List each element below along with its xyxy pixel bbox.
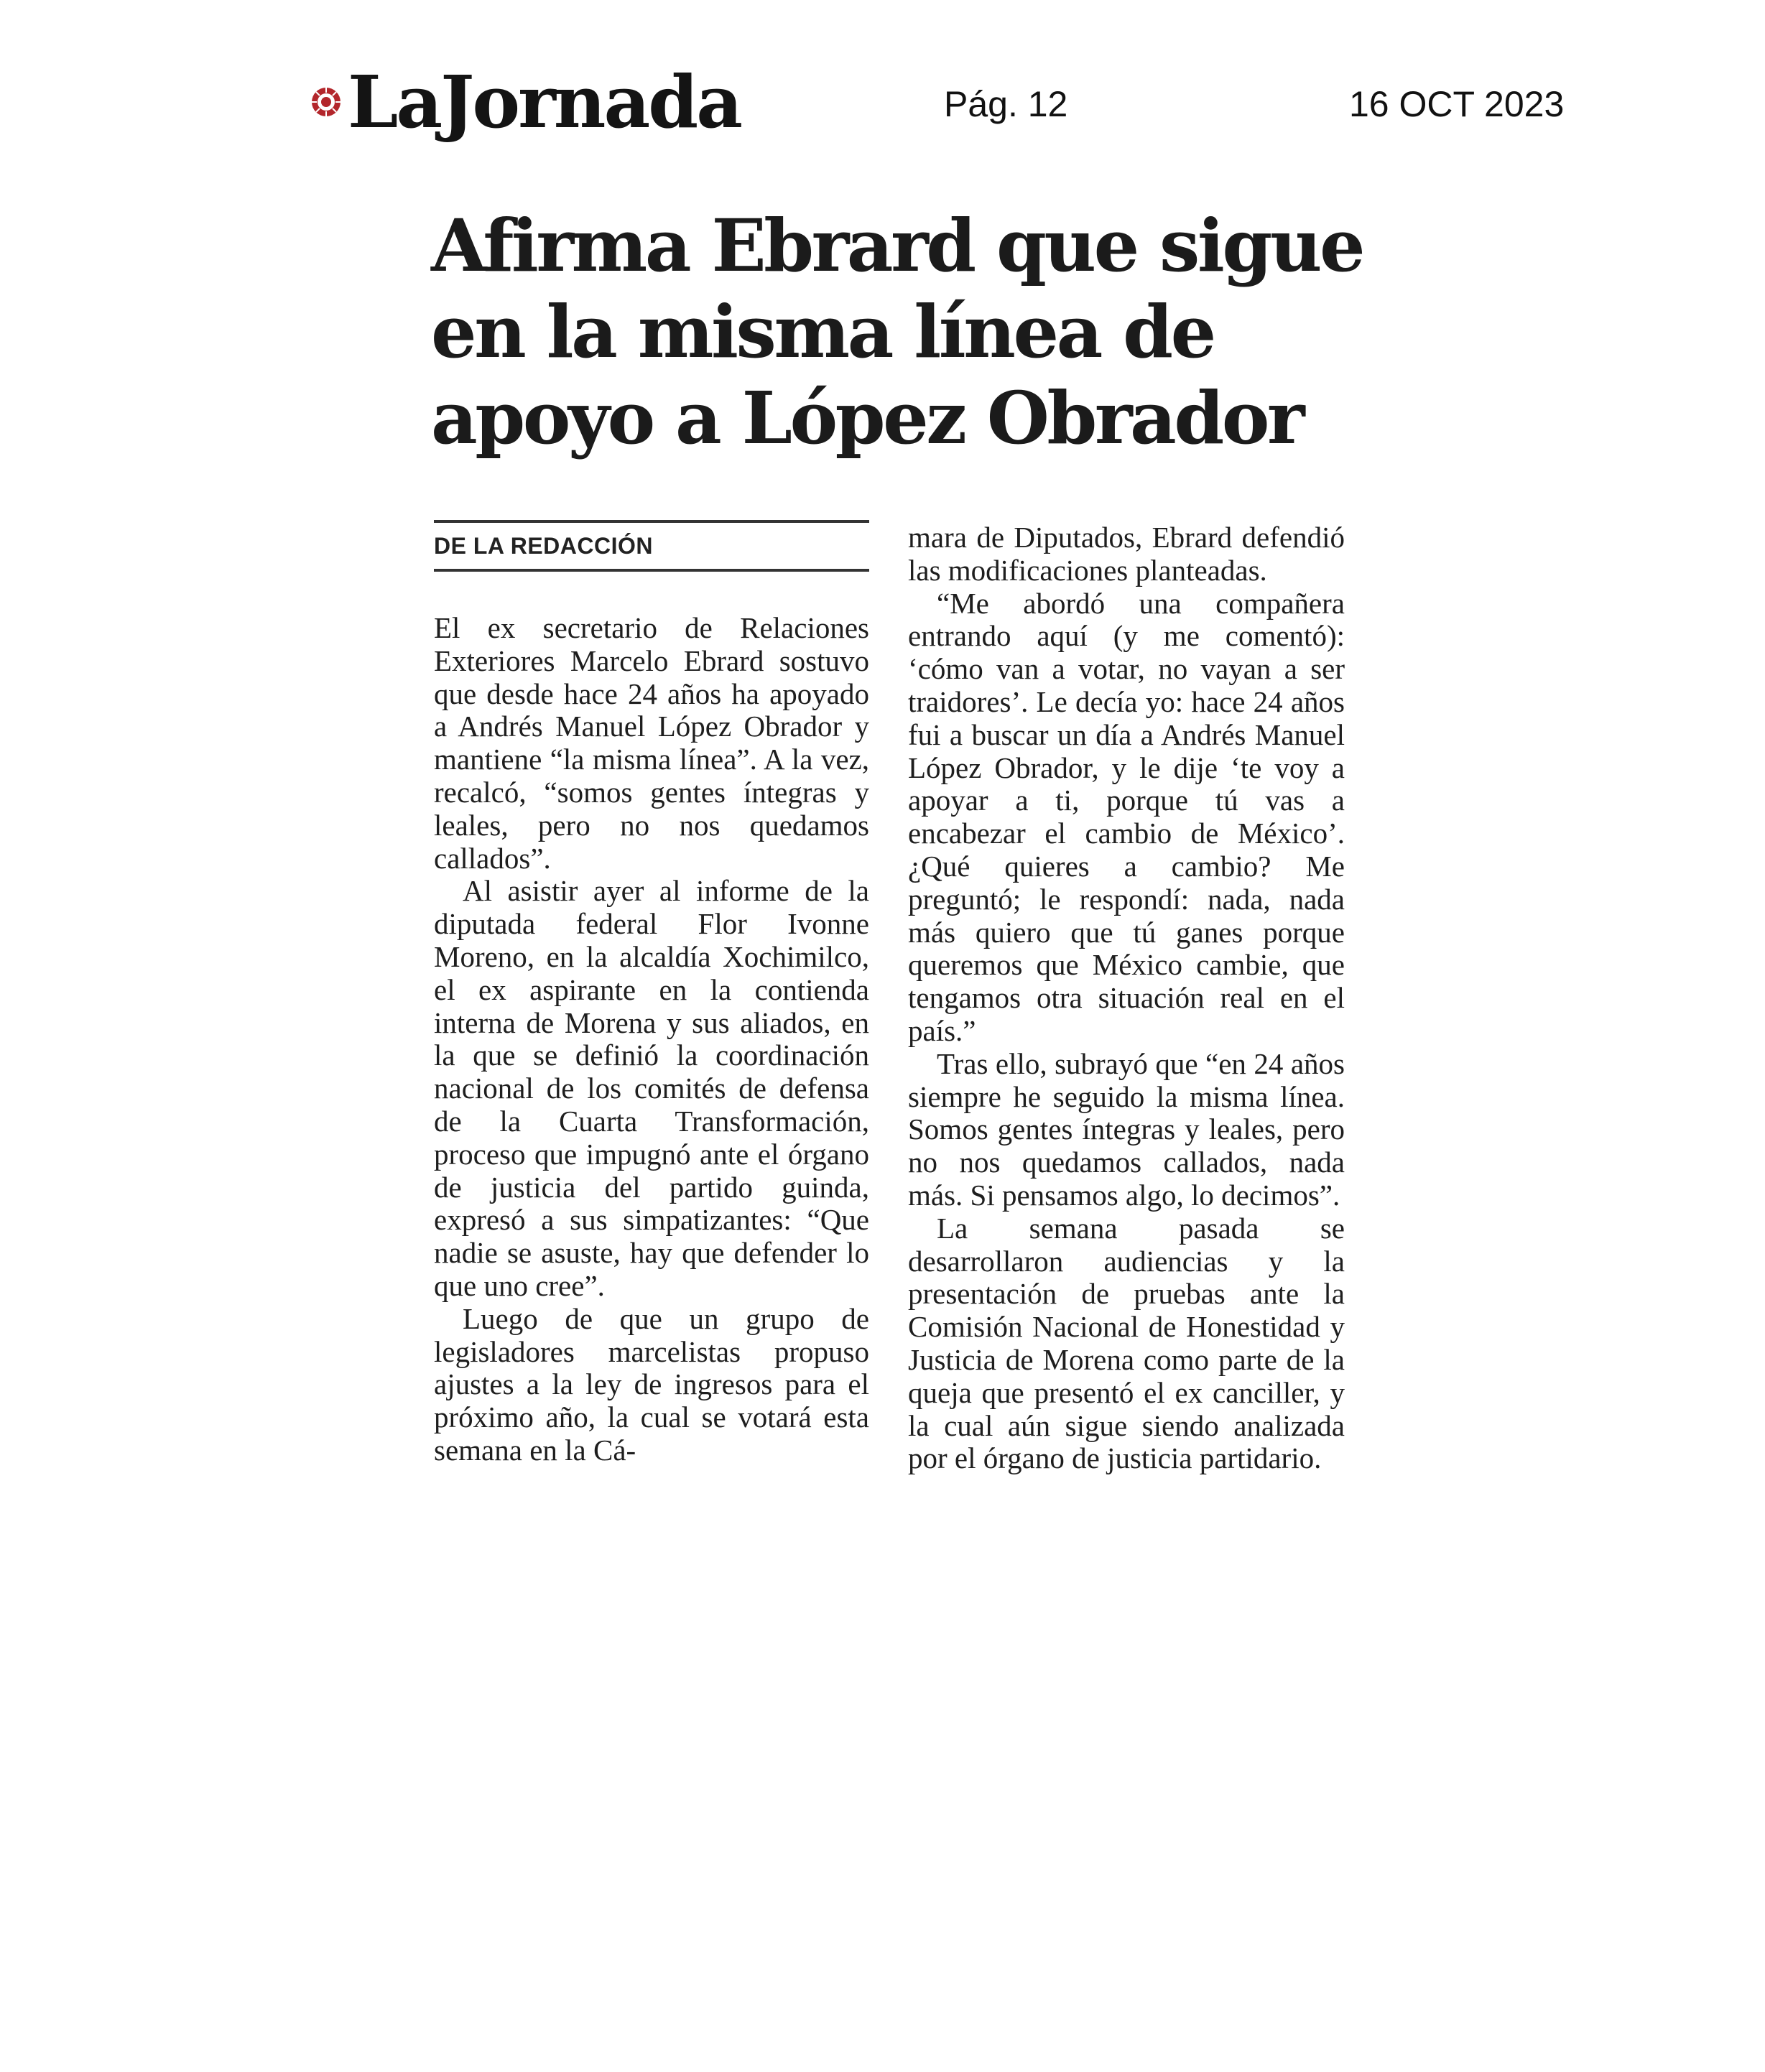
article-column-right [908,521,1345,1475]
paragraph: La semana pasada se desarrollaron audiencias y la presentación de pruebas ante la Comisión Nacional de Honestidad y Justicia de Morena como parte de la queja que presentó el ex canciller, y la cual aún sigue siendo analizada por el órgano de justicia partidario. [908,1211,1345,1475]
page-number: Pág. 12 [944,84,1068,124]
paragraph: “Me abordó una compañera entrando aquí (y me comentó): ‘cómo van a votar, no vayan a ser traidores’. Le decía yo: hace 24 años fui a buscar un día a Andrés Manuel López Obrador, y le dije ‘te voy a apoyar a ti, porque tú vas a encabezar el cambio de México’. ¿Qué quieres a cambio? Me preguntó; le respondí: nada, nada más quiero que tú ganes porque queremos que México cambie, que tengamos otra situación real en el país.” [908,586,1345,1047]
article-headline: Afirma Ebrard que sigue en la misma línea de apoyo a López Obrador [431,203,1363,460]
logo-wordmark: LaJornada [348,60,741,144]
sun-logo-icon [310,86,342,118]
paragraph: Tras ello, subrayó que “en 24 años siempre he seguido la misma línea. Somos gentes íntegras y leales, pero no nos quedamos callados, nada más. Si pensamos algo, lo decimos”. [908,1046,1345,1212]
publication-date: 16 OCT 2023 [1349,84,1565,124]
paragraph: mara de Diputados, Ebrard defendió las modificaciones planteadas. [908,521,1345,587]
paragraph: Al asistir ayer al informe de la diputada federal Flor Ivonne Moreno, en la alcaldía Xochimilco, el ex aspirante en la contienda interna de Morena y sus aliados, en la que se definió la coordinación nacional de los comités de defensa de la Cuarta Transformación, proceso que impugnó ante el órgano de justicia del partido guinda, expresó a sus simpatizantes: “Que nadie se asuste, hay que defender lo que uno cree”. [434,874,869,1302]
paragraph: El ex secretario de Relaciones Exteriores Marcelo Ebrard sostuvo que desde hace 24 años ha apoyado a Andrés Manuel López Obrador y mantiene “la misma línea”. A la vez, recalcó, “somos gentes íntegras y leales, pero no nos quedamos callados”. [434,611,869,875]
byline-text: DE LA REDACCIÓN [434,532,653,559]
paragraph: Luego de que un grupo de legisladores marcelistas propuso ajustes a la ley de ingresos para el próximo año, la cual se votará esta semana en la Cá- [434,1301,869,1467]
byline [434,520,869,572]
article-column-left [434,612,869,1467]
newspaper-logo [310,59,741,145]
